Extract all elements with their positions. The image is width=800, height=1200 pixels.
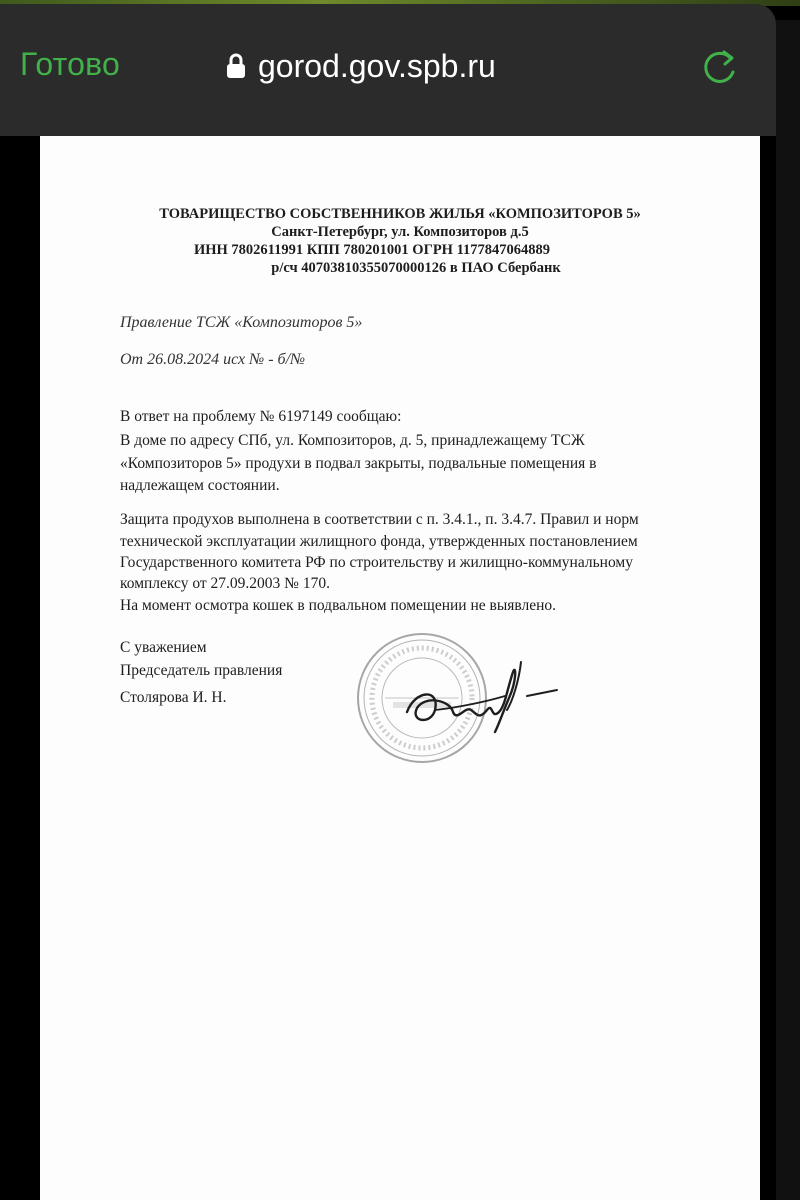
browser-toolbar [0, 4, 776, 144]
body-line: На момент осмотра кошек в подвальном помещении не выявлено. [120, 597, 557, 614]
org-bank-account: р/сч 40703810355070000126 в ПАО Сбербанк [271, 260, 561, 276]
signer-name: Столярова И. Н. [120, 689, 227, 706]
lock-icon [226, 53, 246, 79]
screen-edge [776, 20, 800, 1200]
sender-line: Правление ТСЖ «Композиторов 5» [120, 314, 363, 331]
body-line: В ответ на проблему № 6197149 сообщаю: [120, 408, 402, 425]
url-text: gorod.gov.spb.ru [258, 47, 496, 84]
body-line: Государственного комитета РФ по строительству и жилищно-коммунальному [120, 554, 633, 571]
handwritten-signature [395, 650, 560, 750]
body-line: надлежащем состоянии. [120, 477, 280, 494]
signer-title: Председатель правления [120, 662, 283, 679]
org-address: Санкт-Петербург, ул. Композиторов д.5 [271, 224, 529, 240]
body-line: Защита продухов выполнена в соответствии с п. 3.4.1., п. 3.4.7. Правил и норм [120, 511, 639, 528]
reload-icon[interactable] [700, 46, 740, 86]
closing-greeting: С уважением [120, 639, 207, 656]
done-button[interactable]: Готово [20, 46, 121, 82]
body-line: технической эксплуатации жилищного фонда, утвержденных постановлением [120, 533, 638, 550]
body-line: комплексу от 27.09.2003 № 170. [120, 575, 330, 592]
org-name: ТОВАРИЩЕСТВО СОБСТВЕННИКОВ ЖИЛЬЯ «КОМПОЗИТОРОВ 5» [159, 206, 641, 222]
date-reference: От 26.08.2024 исх № - б/№ [120, 351, 306, 368]
address-bar[interactable] [226, 44, 496, 88]
body-line: «Композиторов 5» продухи в подвал закрыты, подвальные помещения в [120, 455, 597, 472]
body-line: В доме по адресу СПб, ул. Композиторов, д. 5, принадлежащему ТСЖ [120, 432, 585, 449]
org-requisites: ИНН 7802611991 КПП 780201001 ОГРН 1177847064889 [193, 242, 551, 258]
